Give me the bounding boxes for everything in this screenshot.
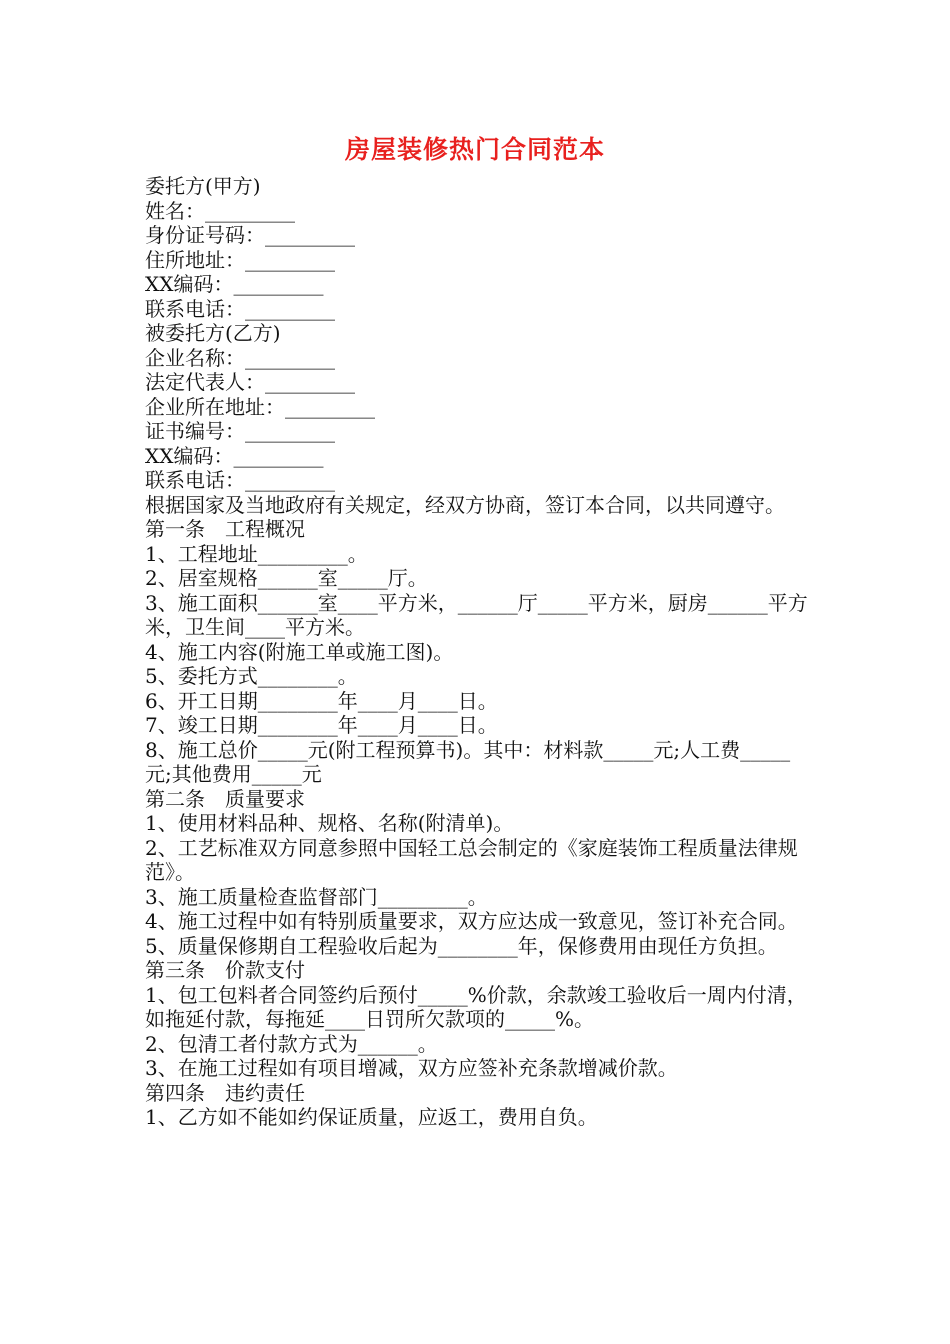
text-line: 3、在施工过程如有项目增减，双方应签补充条款增减价款。 bbox=[145, 1056, 678, 1080]
text-line: 企业名称：_________ bbox=[145, 345, 335, 370]
text-line: 法定代表人：_________ bbox=[145, 370, 355, 394]
text-line: 6、开工日期________年____月____日。 bbox=[145, 688, 498, 713]
text-line: 2、工艺标准双方同意参照中国轻工总会制定的《家庭装饰工程质量法律规范》。 bbox=[145, 835, 798, 884]
text-line: 姓名：_________ bbox=[145, 198, 295, 223]
text-line: 根据国家及当地政府有关规定，经双方协商，签订本合同，以共同遵守。 bbox=[145, 492, 785, 517]
text-line: XX编码：_________ bbox=[145, 443, 324, 468]
document-body bbox=[145, 174, 813, 1130]
text-line: 联系电话：_________ bbox=[145, 468, 335, 492]
text-line: 7、竣工日期________年____月____日。 bbox=[145, 713, 498, 737]
text-line: 2、居室规格______室_____厅。 bbox=[145, 566, 428, 590]
text-line: 1、包工包料者合同签约后预付_____%价款，余款竣工验收后一周内付清，如拖延付款，每拖延____日罚所欠款项的_____%。 bbox=[145, 982, 807, 1031]
text-line: 5、委托方式________。 bbox=[145, 664, 358, 688]
section-heading: 第四条 违约责任 bbox=[145, 1080, 305, 1105]
text-line: 8、施工总价_____元(附工程预算书)。其中：材料款_____元;人工费_____元;其他费用_____元 bbox=[145, 737, 791, 786]
text-line: XX编码：_________ bbox=[145, 272, 324, 296]
text-line: 5、质量保修期自工程验收后起为________年，保修费用由现任方负担。 bbox=[145, 933, 778, 958]
text-line: 住所地址：_________ bbox=[145, 247, 335, 272]
text-line: 证书编号：_________ bbox=[145, 419, 335, 443]
section-heading: 第一条 工程概况 bbox=[145, 517, 305, 541]
text-line: 联系电话：_________ bbox=[145, 296, 335, 321]
section-heading: 第二条 质量要求 bbox=[145, 786, 305, 811]
text-line: 3、施工面积______室____平方米，______厅_____平方米，厨房______平方米，卫生间____平方米。 bbox=[145, 590, 808, 639]
text-line: 1、乙方如不能如约保证质量，应返工，费用自负。 bbox=[145, 1105, 598, 1129]
section-heading: 第三条 价款支付 bbox=[145, 958, 305, 982]
text-line: 被委托方(乙方) bbox=[145, 321, 281, 345]
text-line: 4、施工过程中如有特别质量要求，双方应达成一致意见，签订补充合同。 bbox=[145, 909, 798, 933]
text-line: 1、使用材料品种、规格、名称(附清单)。 bbox=[145, 811, 514, 835]
document-title: 房屋装修热门合同范本 bbox=[344, 135, 605, 164]
text-line: 1、工程地址_________。 bbox=[145, 541, 368, 566]
text-line: 2、包清工者付款方式为______。 bbox=[145, 1031, 438, 1056]
text-line: 委托方(甲方) bbox=[145, 174, 261, 198]
text-line: 身份证号码：_________ bbox=[145, 223, 355, 247]
text-line: 企业所在地址：_________ bbox=[145, 394, 375, 419]
text-line: 3、施工质量检查监督部门_________。 bbox=[145, 884, 488, 909]
text-line: 4、施工内容(附施工单或施工图)。 bbox=[145, 639, 454, 664]
